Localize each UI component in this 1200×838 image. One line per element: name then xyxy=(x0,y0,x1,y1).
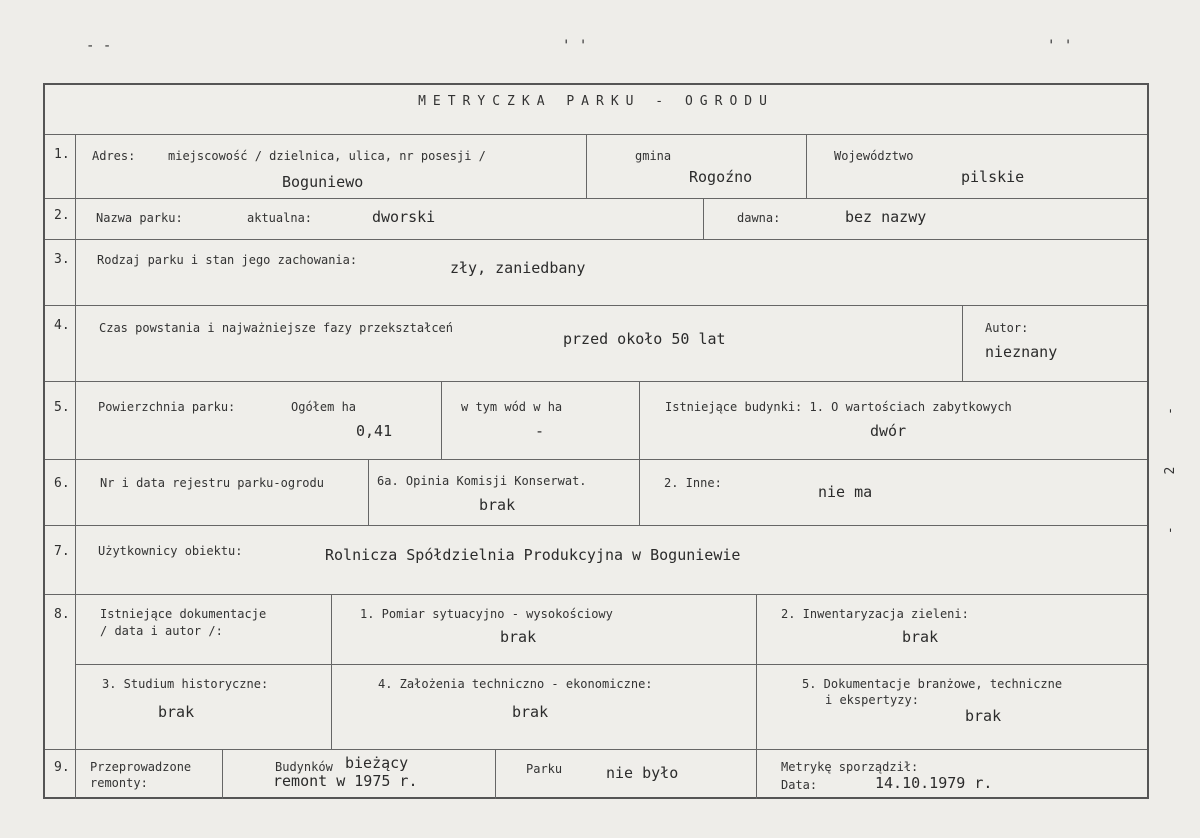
total-area-value: 0,41 xyxy=(356,422,393,440)
water-area-label: w tym wód w ha xyxy=(461,400,563,414)
row-park-name xyxy=(45,198,1147,239)
former-name-cell xyxy=(703,199,1147,239)
row-origin xyxy=(45,305,1147,381)
history-value: brak xyxy=(158,703,195,721)
buildings-cell xyxy=(639,382,1147,459)
author-cell xyxy=(962,306,1147,381)
water-area-value: - xyxy=(535,422,545,440)
users-label: Użytkownicy obiektu: xyxy=(98,544,243,558)
date-label: Data: xyxy=(781,778,818,792)
buildings-label: Istniejące budynki: 1. O wartościach zabytkowych xyxy=(665,400,1012,414)
branch-label: 5. Dokumentacje branżowe, techniczne xyxy=(802,677,1063,691)
row-address xyxy=(45,134,1147,198)
tech-value: brak xyxy=(512,703,549,721)
greenery-value: brak xyxy=(902,628,939,646)
row-number: 4. xyxy=(54,318,70,333)
buildings-repair-value: bieżący xyxy=(345,754,409,772)
voivodeship-label: Województwo xyxy=(834,149,914,163)
row-number: 3. xyxy=(54,252,70,267)
survey-value: brak xyxy=(500,628,537,646)
other-value: nie ma xyxy=(818,483,873,501)
other-label: 2. Inne: xyxy=(664,476,722,490)
survey-label: 1. Pomiar sytuacyjno - wysokościowy xyxy=(360,607,613,621)
users-cell xyxy=(75,526,1147,594)
park-repair-value: nie było xyxy=(606,764,679,782)
voivodeship-cell xyxy=(806,135,1147,198)
prepared-label: Metrykę sporządził: xyxy=(781,760,919,774)
author-value: nieznany xyxy=(985,343,1058,361)
author-label: Autor: xyxy=(985,321,1029,335)
register-label: Nr i data rejestru parku-ogrodu xyxy=(100,476,324,490)
park-name-label: Nazwa parku: xyxy=(96,211,183,225)
row-number: 5. xyxy=(54,400,70,415)
gmina-label: gmina xyxy=(635,149,672,163)
area-label: Powierzchnia parku: xyxy=(98,400,236,414)
greenery-cell xyxy=(756,595,1147,749)
buildings-value: dwór xyxy=(870,422,907,440)
page-number: - 2 - xyxy=(1163,385,1178,535)
row-repairs xyxy=(45,749,1147,799)
buildings-repair-year: remont w 1975 r. xyxy=(273,772,418,790)
date-value: 14.10.1979 r. xyxy=(875,774,993,792)
park-repair-label: Parku xyxy=(526,762,563,776)
opinion-label: 6a. Opinia Komisji Konserwat. xyxy=(377,474,587,488)
greenery-label: 2. Inwentaryzacja zieleni: xyxy=(781,607,969,621)
origin-value: przed około 50 lat xyxy=(563,330,726,348)
row-number: 8. xyxy=(54,607,70,622)
opinion-value: brak xyxy=(479,496,516,514)
row-park-type xyxy=(45,239,1147,305)
history-label: 3. Studium historyczne: xyxy=(102,677,269,691)
total-area-label: Ogółem ha xyxy=(291,400,357,414)
park-record-form xyxy=(43,83,1149,799)
repairs-label: Przeprowadzone xyxy=(90,760,192,774)
prepared-cell xyxy=(756,750,1147,799)
top-mark: - - xyxy=(86,38,112,54)
row-number: 2. xyxy=(54,208,70,223)
former-name-value: bez nazwy xyxy=(845,208,927,226)
address-label: Adres: xyxy=(92,149,136,163)
row-register xyxy=(45,459,1147,525)
row-users xyxy=(45,525,1147,594)
park-type-cell xyxy=(75,240,1147,305)
docs-label: Istniejące dokumentacje xyxy=(100,607,267,621)
park-type-value: zły, zaniedbany xyxy=(450,259,586,277)
row-number: 9. xyxy=(54,760,70,775)
other-cell xyxy=(639,460,1147,525)
current-name-label: aktualna: xyxy=(247,211,313,225)
form-title: METRYCZKA PARKU - OGRODU xyxy=(418,94,774,109)
address-fields-label: miejscowość / dzielnica, ulica, nr posesji / xyxy=(168,149,486,163)
top-mark: ' ' xyxy=(1047,38,1073,54)
branch-sublabel: i ekspertyzy: xyxy=(825,693,919,707)
tech-label: 4. Założenia techniczno - ekonomiczne: xyxy=(378,677,653,691)
buildings-repair-label: Budynków xyxy=(275,760,333,774)
current-name-value: dworski xyxy=(372,208,436,226)
docs-sublabel: / data i autor /: xyxy=(100,624,223,638)
row-number: 7. xyxy=(54,544,70,559)
former-name-label: dawna: xyxy=(737,211,781,225)
row-documentation xyxy=(45,594,1147,749)
address-value: Boguniewo xyxy=(282,173,364,191)
gmina-value: Rogoźno xyxy=(689,168,753,186)
branch-value: brak xyxy=(965,707,1002,725)
origin-label: Czas powstania i najważniejsze fazy przekształceń xyxy=(99,321,454,335)
row-number: 6. xyxy=(54,476,70,491)
top-mark: ' ' xyxy=(562,38,588,54)
park-type-label: Rodzaj parku i stan jego zachowania: xyxy=(97,253,358,267)
voivodeship-value: pilskie xyxy=(961,168,1025,186)
row-number: 1. xyxy=(54,147,70,162)
row-area xyxy=(45,381,1147,459)
users-value: Rolnicza Spółdzielnia Produkcyjna w Boguniewie xyxy=(325,546,741,564)
repairs-sublabel: remonty: xyxy=(90,776,148,790)
